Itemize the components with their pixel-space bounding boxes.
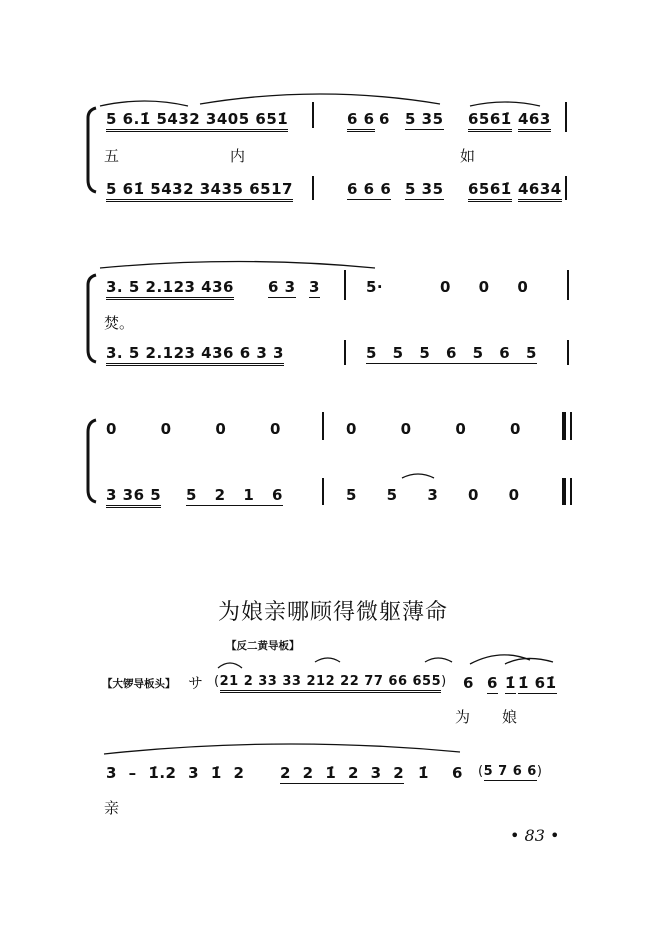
lower-notes-1: 5 61̇ 5432 3435 6517	[106, 180, 293, 202]
song-line1-e	[518, 674, 557, 692]
upper-notes-2b: 0 0 0	[440, 278, 529, 296]
line2-notes-d: 6	[452, 764, 463, 782]
song-line1-c	[487, 674, 498, 692]
upper-notes-2b: 6	[379, 110, 390, 128]
upper-notes-2d: 6561̇	[468, 110, 512, 132]
line2-notes-c: 1̇	[418, 764, 429, 782]
line2-notes-e: 5 7 6 6	[483, 764, 537, 779]
lower-notes-2: 5 5 3 0 0	[346, 486, 520, 504]
song-lyric-2: 娘	[502, 708, 518, 726]
upper-notes-1: 3. 5 2.123 436	[106, 278, 234, 300]
system1-upper-m2a	[347, 110, 375, 128]
song-line2-a	[106, 764, 244, 782]
lower-notes-1: 3 36 5	[106, 486, 161, 508]
system3-lower-m2	[346, 486, 520, 504]
upper-notes-2a: 6 6	[347, 110, 375, 132]
system1-lower-m2b	[405, 180, 444, 198]
lower-notes-2: 5 5 5 6 5 6 5	[366, 344, 537, 362]
line2-notes-b: 2 2 1̇ 2 3 2	[280, 764, 405, 782]
upper-notes-2c: 5 35	[405, 110, 444, 128]
page-number: • 83 •	[510, 826, 560, 845]
song-line2-e: (5 7 6 6)	[478, 764, 543, 779]
line1-notes-b: 6	[463, 674, 474, 692]
song-line2-d	[452, 764, 463, 782]
system1-lower-m1	[106, 180, 293, 198]
system1-lyric-2: 内	[230, 147, 246, 165]
system1-upper-m2e	[518, 110, 551, 128]
upper-notes-2: 5·	[366, 278, 384, 296]
system1-lower-m2d	[518, 180, 562, 198]
system1-upper-m1	[106, 110, 288, 128]
line2-notes-a: 3 – 1̇.2 3 1̇ 2	[106, 764, 245, 782]
lower-notes-2a: 6 6 6	[347, 180, 392, 198]
system2-lyric-1: 焚。	[104, 314, 135, 332]
system2-upper-m1b	[268, 278, 296, 296]
line1-notes-c: 6	[487, 674, 498, 692]
system1-lower-m2c	[468, 180, 512, 198]
intro-tag: 【大锣导板头】	[102, 678, 176, 690]
system2-lower-m2	[366, 344, 537, 362]
lower-notes-2c: 6561̇	[468, 180, 512, 202]
system2-upper-m2b	[440, 278, 528, 296]
song-line1-d	[505, 674, 516, 692]
system3-lower-m1	[106, 486, 161, 504]
song-lyric-3: 亲	[104, 799, 120, 817]
lower-notes-2d: 4634	[518, 180, 562, 202]
line1-notes-d: 1̇	[505, 674, 516, 692]
song-lyric-1: 为	[455, 708, 471, 726]
system2-upper-m2	[366, 278, 383, 296]
song-title: 为娘亲哪顾得微躯薄命	[218, 600, 449, 625]
system3-upper-m1	[106, 420, 281, 438]
upper-notes-1: 0 0 0 0	[106, 420, 281, 438]
system3-lower-m1b	[186, 486, 283, 504]
lower-notes-1: 3. 5 2.123 436 6 3 3	[106, 344, 284, 366]
system1-upper-m2d	[468, 110, 512, 128]
lower-notes-2b: 5 35	[405, 180, 444, 198]
system1-lower-m2a	[347, 180, 391, 198]
song-line1-a: (21 2 33 33 212 22 77 66 655)	[214, 674, 447, 689]
system2-upper-m1c	[309, 278, 320, 296]
line1-notes-a: 21 2 33 33 212 22 77 66 655	[220, 674, 442, 693]
system1-upper-m2c	[405, 110, 444, 128]
system1-upper-m2b	[379, 110, 390, 128]
song-line2-c	[418, 764, 429, 782]
system3-upper-m2	[346, 420, 521, 438]
upper-notes-1b: 6 3	[268, 278, 296, 296]
upper-notes-1: 5 6.1̇ 5432 3405 651̇	[106, 110, 288, 132]
mode-tag: 【反二黄导板】	[226, 640, 300, 652]
upper-notes-1c: 3	[309, 278, 320, 296]
lower-notes-1b: 5 2 1 6	[186, 486, 283, 504]
line1-notes-e: 1̇ 61̇	[518, 674, 557, 692]
system1-lyric-3: 如	[460, 147, 476, 165]
song-line1-b	[463, 674, 474, 692]
sa-mark: サ	[188, 674, 204, 692]
system2-upper-m1	[106, 278, 234, 296]
upper-notes-2e: 463	[518, 110, 551, 132]
song-line2-b	[280, 764, 404, 782]
upper-notes-2: 0 0 0 0	[346, 420, 521, 438]
system1-lyric-1: 五	[104, 147, 120, 165]
system2-lower-m1	[106, 344, 284, 362]
